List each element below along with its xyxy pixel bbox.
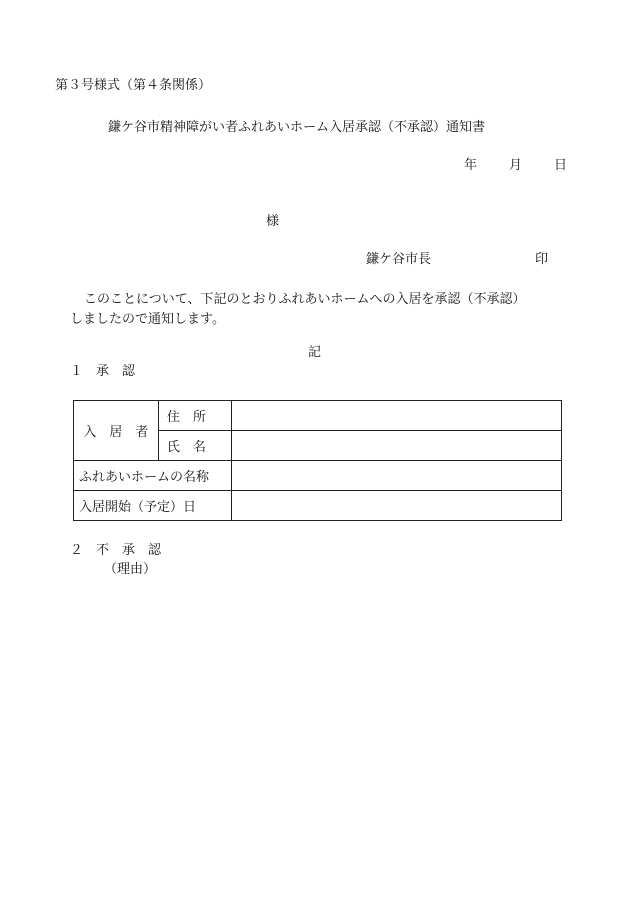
detail-table [73,400,562,521]
date-year: 年 [464,158,478,173]
body-line-2: しましたので通知します。 [70,312,225,327]
date-day: 日 [554,158,568,173]
start-date-label: 入居開始（予定）日 [74,491,232,521]
name-label: 氏 名 [158,431,231,461]
body-text [70,290,570,330]
date-month: 月 [509,158,523,173]
date-line [464,158,567,174]
table-row [74,491,562,521]
address-field[interactable] [231,401,561,431]
resident-label: 入 居 者 [74,401,159,461]
form-number: 第３号様式（第４条関係） [55,78,212,93]
home-name-field[interactable] [231,461,561,491]
home-name-label: ふれあいホームの名称 [74,461,232,491]
document-title: 鎌ケ谷市精神障がい者ふれあいホーム入居承認（不承認）通知書 [108,120,486,135]
address-label: 住 所 [158,401,231,431]
issuer: 鎌ケ谷市長 [366,252,432,267]
name-field[interactable] [231,431,561,461]
table-row [74,401,562,431]
reason-label: （理由） [104,562,157,577]
addressee-suffix: 様 [266,214,280,229]
start-date-field[interactable] [231,491,561,521]
seal-mark: 印 [535,252,549,267]
body-line-1: このことについて、下記のとおりふれあいホームへの入居を承認（不承認） [84,292,526,307]
section-disapproval: ２ 不 承 認 [70,543,162,558]
ki-heading: 記 [308,345,322,360]
section-approval: １ 承 認 [70,364,136,379]
table-row [74,461,562,491]
